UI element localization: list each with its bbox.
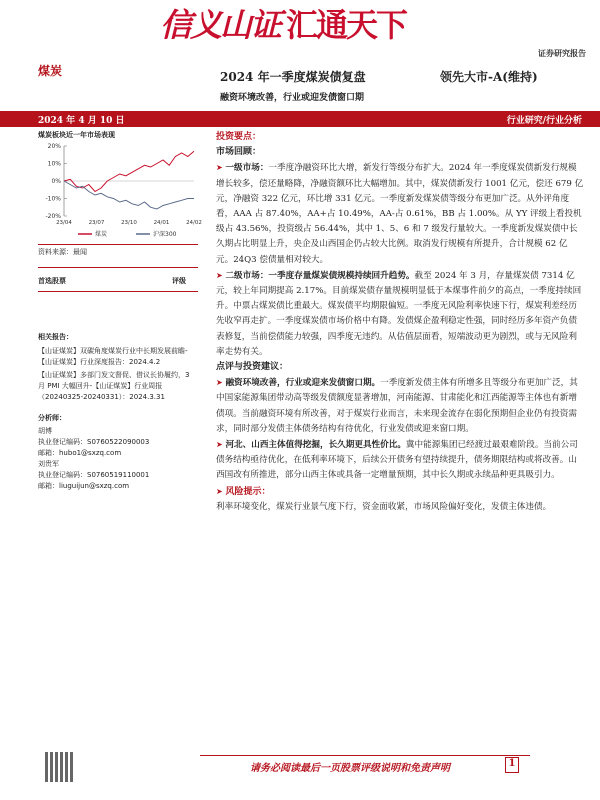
qr-code-icon (45, 752, 75, 782)
legend-label: 煤炭 (95, 231, 108, 238)
rating-label: 评级 (172, 277, 186, 285)
x-tick-label: 24/02 (186, 220, 202, 226)
bullet-icon: ➤ (216, 163, 223, 173)
hebei-shanxi-paragraph: ➤ 河北、山西主体值得挖掘，长久期更具性价比。冀中能源集团已经渡过最艰难阶段。当前公司债务结构亟待优化，在低利率环境下，后续公开债务有望持续提升，债务期限结构或将改善。山西国改有所推进，部分山西主体或具备一定增量预期，其中长久期或永续品种更具吸引力。 (216, 440, 578, 481)
first-stock-header (38, 276, 198, 287)
company-logo: 信义山证 汇通天下 (160, 6, 407, 44)
analyst-name: 刘贵军 (38, 460, 59, 468)
left-sidebar (38, 127, 202, 492)
bullet-icon: ➤ (216, 440, 223, 450)
report-subtitle: 融资环境改善，行业或迎发债窗口期 (220, 93, 365, 103)
secondary-market-paragraph: ➤ 二级市场：一季度存量煤炭债规模持续回升趋势。截至 2024 年 3 月，存量煤炭债 7314 亿元，较上年同期提高 2.17%。目前煤炭债存量规模明显低于本煤事件前夕的高点，一季度持续回升。中票占煤炭债比重最大。煤炭债平均期限偏短。一季度无风险利率快速下行，煤炭利差经历先收窄再走扩。一季度煤炭债市场价格中有降。发债煤企盈利稳定性强，同时经历多年资产负债表修复，当前偿债能力较强，四季度无违约。从估值层面看，短端波动更为剧烈，或与无风险利率走势有关。 (216, 270, 582, 357)
bullet-icon: ➤ (216, 378, 223, 388)
related-title: 相关报告： (38, 333, 73, 341)
analyst-title: 分析师： (38, 414, 66, 422)
bullet-icon: ➤ (216, 270, 223, 280)
risk-paragraph: 利率环境变化，煤炭行业景气度下行，资金面收紧，市场风险偏好变化，发债主体违债。 (216, 501, 552, 512)
risk-title: ➤ 风险提示： (216, 486, 271, 497)
x-tick-label: 24/01 (153, 220, 170, 226)
x-tick-label: 23/07 (88, 220, 105, 226)
analyst-name: 胡博 (38, 427, 52, 435)
report-type: 证券研究报告 (538, 49, 586, 58)
analyst-email[interactable]: 邮箱：liuguijun@sxzq.com (38, 482, 130, 490)
x-tick-label: 23/04 (56, 220, 72, 226)
chart-source: 资料来源：最闻 (38, 248, 87, 256)
market-performance-chart (38, 140, 202, 240)
legend-label: 沪深300 (153, 231, 177, 238)
analyst-email[interactable]: 邮箱：hubo1@sxzq.com (38, 449, 122, 457)
info-bar (0, 111, 600, 127)
chart-title: 煤炭板块近一年市场表现 (38, 131, 115, 139)
bullet-icon: ➤ (216, 486, 223, 496)
primary-market-paragraph: ➤ 一级市场：一季度净融资环比大增，新发行等级分布扩大。2024 年一季度煤炭债新发行规模增长较多，偿还量略降，净融资额环比大幅增加。其中，煤炭债新发行 1001 亿元，偿还 679 亿元，净融资 322 亿元，环比增 331 亿元。一季度新发煤炭债等级分布更加广泛。从外评角度看，AAA 占 87.40%，AA+占 10.49%，AA-占 0.61%，BB 占 1.00%。从 YY 评级上看投机级占 43.56%，投资级占 56.44%，其中 1、5、6 和 7 级发行量较大。一季度新发煤炭债中长久期占比明显上升，央企及山西国企仍占较大比例。取消发行规模有所提升，合计规模 62 亿元。24Q3 偿债量相对较大。 (216, 163, 584, 265)
key-points-title: 投资要点： (216, 132, 262, 142)
analyst-license: 执业登记编码：S0760522090003 (38, 438, 150, 446)
series-line-coal (64, 151, 194, 191)
analyst-license: 执业登记编码：S0760519110001 (38, 471, 150, 479)
report-category: 行业研究/行业分析 (506, 116, 582, 126)
series-line-csi300 (64, 181, 194, 209)
y-tick-label: 10% (47, 160, 61, 168)
y-tick-label: 20% (47, 143, 61, 150)
disclaimer: 请务必阅读最后一页股票评级说明和免责声明 (250, 763, 450, 774)
rating: 领先大市-A(维持) (440, 70, 538, 84)
report-title: 2024 年一季度煤炭债复盘 (220, 70, 366, 84)
market-review-title: 市场回顾： (216, 147, 262, 158)
first-stock-label: 首选股票 (38, 277, 66, 285)
x-tick-label: 23/10 (121, 220, 137, 226)
main-content (216, 130, 584, 515)
industry-label: 煤炭 (38, 64, 63, 78)
page-number: 1 (505, 757, 519, 773)
report-date: 2024 年 4 月 10 日 (38, 116, 125, 126)
advice-title: 点评与投资建议： (216, 362, 289, 373)
y-tick-label: -10% (45, 195, 61, 203)
financing-paragraph: ➤ 融资环境改善，行业或迎来发债窗口期。一季度新发债主体有所增多且等级分布更加广泛，其中国家能源集团带动高等级发债额度显著增加，河南能源、甘肃能化和江西能源等主体也有新增债项。当前融资环境有所改善，对于煤炭行业而言，未来现金流存在弱化预期但企业仍有投资需求，同时部分发债主体债务结构有待优化，行业发债或迎来窗口期。 (216, 378, 578, 434)
related-report[interactable]: 【山证煤炭】多部门发文督促、借议长协履约，3 月 PMI 大幅回升-【山证煤炭】行业周报（20240325-20240331）：2024.3.31 (38, 371, 190, 401)
related-report[interactable]: 【山证煤炭】双碳角度煤炭行业中长期发展前瞻-【山证煤炭】行业深度报告：2024.4.2 (38, 347, 188, 366)
y-tick-label: 0% (51, 178, 61, 185)
y-tick-label: -20% (45, 213, 61, 220)
